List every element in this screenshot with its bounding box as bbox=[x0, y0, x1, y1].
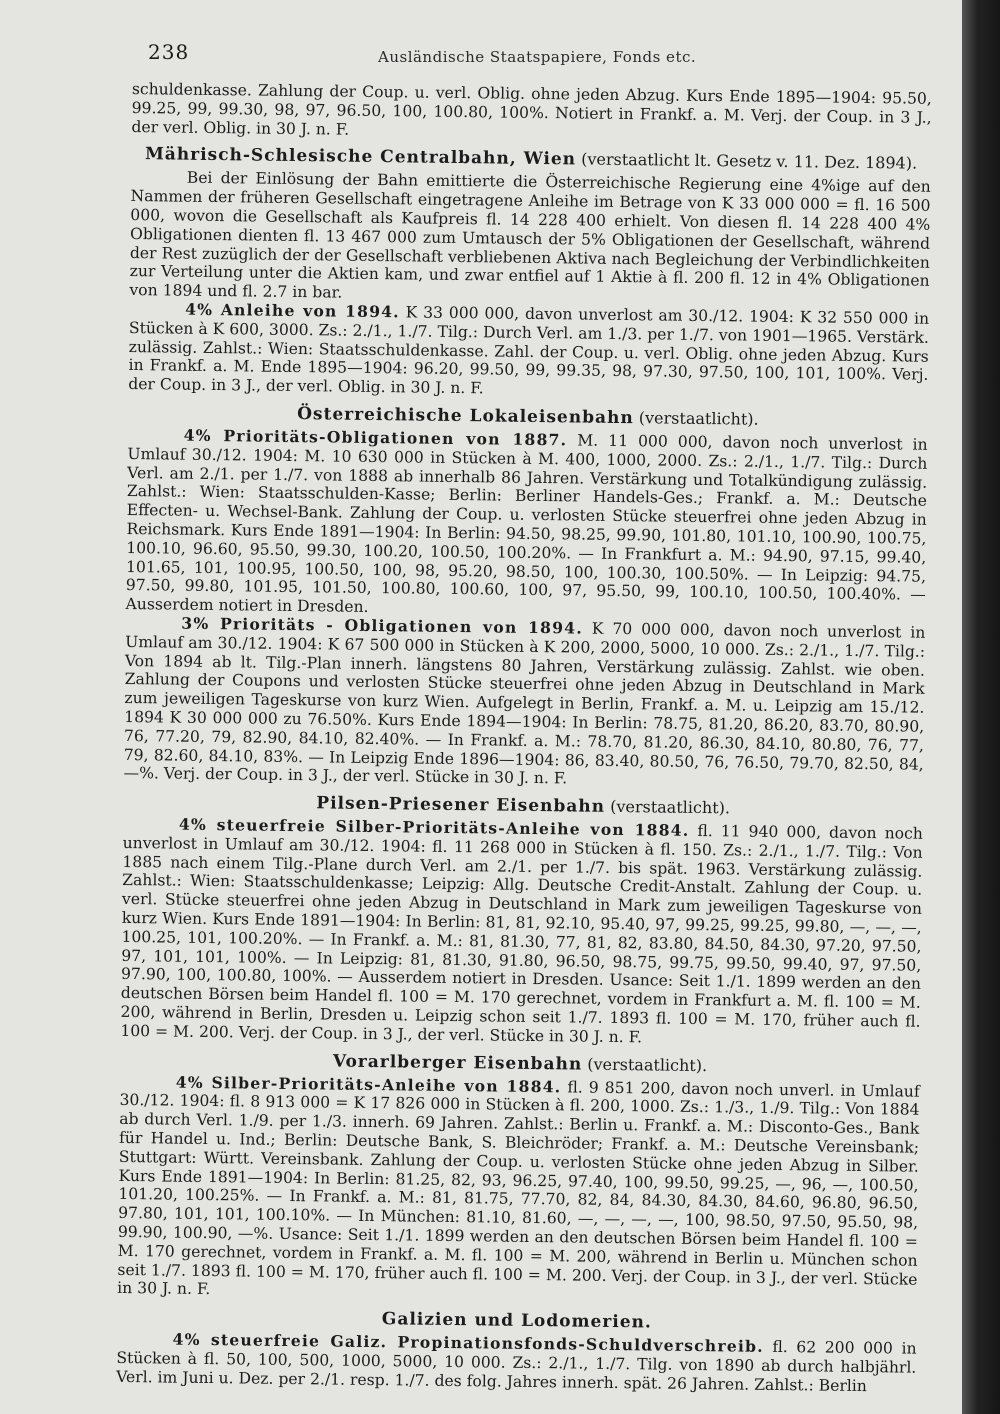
section-paragraph: 4% Prioritäts-Obligationen von 1887. M. 11 000 000, davon noch unverlost in Umlauf 30./12. 1904: M. 10 630 000 in Stücken à M. 400, 1000, 2000. Zs.: 2./1., 1./7. Tilg.: Durch Verl. am 2./1. per 1./7. von 1888 ab innerhalb 86 Jahren. Verstärkung und Totalkündigung zulässig. Zahlst.: Wien: Staatsschulden-Kasse; Berlin: Berliner Handels-Ges.; Frankf. a. M.: Deutsche Effecten- u. Wechsel-Bank. Zahlung der Coup. u. verlosten Stücke steuerfrei ohne jeden Abzug in Reichsmark. Kurs Ende 1891—1904: In Berlin: 94.50, 98.25, 99.90, 101.80, 101.10, 100.90, 100.75, 100.10, 96.60, 95.50, 99.30, 100.20, 100.50, 100.20%. — In Frankfurt a. M.: 94.90, 97.15, 99.40, 101.65, 101, 100.95, 100.50, 100, 98, 95.20, 98.50, 100, 100.30, 100.50%. — In Leipzig: 94.75, 97.50, 99.80, 101.95, 101.50, 100.80, 100.60, 100, 97, 95.50, 99, 100.10, 100.50, 100.40%. — Ausserdem notiert in Dresden. bbox=[125, 425, 928, 617]
section-paragraph: Bei der Einlösung der Bahn emittierte die Österreichische Regierung eine 4%ige auf den Nammen der früheren Gesellschaft eingetragene Anleihe im Betrage von K 33 000 000 = fl. 16 500 000, wovon die Gesellschaft als Kaufpreis fl. 14 228 400 erhielt. Von diesen fl. 14 228 400 4% Obligationen dienten fl. 13 467 000 zum Umtausch der 5% Obligationen der Gesellschaft, während der Rest zuzüglich der der Gesellschaft verbliebenen Aktiva nach Begleichung der Verbindlichkeiten zur Verteilung unter die Aktien kam, und zwar entfiel auf 1 Aktie à fl. 200 fl. 12 in 4% Obligationen von 1894 und fl. 2.7 in bar. bbox=[129, 169, 931, 302]
page-body bbox=[116, 80, 932, 1396]
page-number: 238 bbox=[148, 40, 190, 64]
book-edge-shadow bbox=[962, 0, 1000, 1414]
company-note: (verstaatlicht). bbox=[610, 796, 731, 818]
running-title: Ausländische Staatspapiere, Fonds etc. bbox=[378, 48, 697, 66]
section-paragraph: 3% Prioritäts - Obligationen von 1894. K 70 000 000, davon noch unverlost in Umlauf am 30./12. 1904: K 67 500 000 in Stücken à K 200, 2000, 5000, 10 000. Zs.: 2./1., 1./7. Tilg.: Von 1894 ab lt. Tilg.-Plan innerh. längstens 80 Jahren, Verstärkung zulässig. Zahlst. wie oben. Zahlung der Coupons und verlosten Stücke steuerfrei ohne jeden Abzug in Deutschland in Mark zum jeweiligen Tageskurse von kurz Wien. Aufgelegt in Berlin, Frankf. a. M. u. Leipzig am 15./12. 1894 K 30 000 000 zu 76.50%. Kurs Ende 1894—1904: In Berlin: 78.75, 81.20, 86.20, 83.70, 80.90, 76, 77.20, 79, 82.90, 84.10, 82.40%. — In Frankf. a. M.: 78.70, 81.20, 86.30, 84.10, 80.80, 76, 77, 79, 82.60, 84.10, 83%. — In Leipzig Ende 1896—1904: 86, 83.40, 80.50, 76, 76.50, 79.70, 82.50, 84, —%. Verj. der Coup. in 3 J., der verl. Stücke in 30 J. n. F. bbox=[123, 613, 926, 788]
company-note: (verstaatlicht). bbox=[587, 1054, 708, 1075]
company-note: (verstaatlicht). bbox=[638, 408, 759, 429]
page-header bbox=[148, 40, 938, 68]
section-paragraph: 4% steuerfreie Silber-Prioritäts-Anleihe von 1884. fl. 11 940 000, davon noch unverlost in Umlauf am 30./12. 1904: fl. 11 268 000 in Stücken à fl. 150. Zs.: 2./1., 1./7. Tilg.: Von 1885 nach einem Tilg.-Plane durch Verl. am 2./1. per 1./7. bis spät. 1963. Verstärkung zulässig. Zahlst.: Wien: Staatsschuldenkasse; Leipzig: Allg. Deutsche Credit-Anstalt. Zahlung der Coup. u. verl. Stücke steuerfrei ohne jeden Abzug in Deutschland in Mark zum jeweiligen Tageskurse von kurz Wien. Kurs Ende 1891—1904: In Berlin: 81, 81, 92.10, 95.40, 97, 99.25, 99.25, 99.80, —, —, —, 100.25, 101, 100.20%. — In Frankf. a. M.: 81, 81.30, 77, 81, 82, 83.80, 84.50, 84.30, 97.20, 97.50, 97, 101, 101, 100%. — In Leipzig: 81, 81.30, 91.80, 96.50, 98.75, 99.75, 99.50, 99.40, 97, 97.50, 97.90, 100, 100.80, 100%. — Ausserdem notiert in Dresden. Usance: Seit 1./1. 1899 werden an den deutschen Börsen beim Handel fl. 100 = M. 170 gerechnet, vordem in Frankfurt a. M. fl. 100 = M. 200, während in Berlin, Dresden u. Leipzig schon seit 1./7. 1893 fl. 100 = M. 170, früher auch fl. 100 = M. 200. Verj. der Coup. in 3 J., der verl. Stücke in 30 J. n. F. bbox=[120, 814, 923, 1047]
loan-heading: 4% steuerfreie Galiz. Propinationsfonds-Schuldverschreib. bbox=[172, 1329, 764, 1357]
company-name: Österreichische Lokaleisenbahn bbox=[297, 403, 634, 429]
company-name: Vorarlberger Eisenbahn bbox=[332, 1051, 583, 1075]
loan-heading: 3% Prioritäts - Obligationen von 1894. bbox=[181, 613, 584, 638]
section-paragraph: 4% Anleihe von 1894. K 33 000 000, davon unverlost am 30./12. 1904: K 32 550 000 in Stücken à K 600, 3000. Zs.: 2./1., 1./7. Tilg.: Durch Verl. am 1./3. per 1./7. von 1901—1965. Verstärk. zulässig. Zahlst.: Wien: Staatsschuldenkasse. Zahl. der Coup. u. verl. Oblig. ohne jeden Abzug. Kurs in Frankf. a. M. Ende 1895—1904: 96.20, 99.50, 99, 99.35, 98, 97.30, 97.50, 100, 101, 100%. Verj. der Coup. in 3 J., der verl. Oblig. in 30 J. n. F. bbox=[128, 299, 930, 398]
loan-heading: 4% Silber-Prioritäts-Anleihe von 1884. bbox=[175, 1072, 562, 1096]
continuation-paragraph: schuldenkasse. Zahlung der Coup. u. verl. Oblig. ohne jeden Abzug. Kurs Ende 1895—1904: 95.50, 99.25, 99, 99.30, 98, 97, 96.50, 100, 100.80, 100%. Notiert in Frankf. a. M. Verj. der Coup. in 3 J., der verl. Oblig. in 30 J. n. F. bbox=[131, 80, 932, 139]
section-paragraph: 4% Silber-Prioritäts-Anleihe von 1884. fl. 9 851 200, davon noch unverl. in Umlauf 30./12. 1904: fl. 8 913 000 = K 17 826 000 in Stücken à fl. 200, 1000. Zs.: 1./3., 1./9. Tilg.: Von 1884 ab durch Verl. 1./9. per 1./3. innerh. 69 Jahren. Zahlst.: Berlin u. Frankf. a. M.: Disconto-Ges., Bank für Handel u. Ind.; Berlin: Deutsche Bank, S. Bleichröder; Frankf. a. M.: Deutsche Vereinsbank; Stuttgart: Württ. Vereinsbank. Zahlung der Coup. u. verlosten Stücke ohne jeden Abzug in Silber. Kurs Ende 1891—1904: In Berlin: 81.25, 82, 93, 96.25, 97.40, 100, 99.50, 99.25, —, 96, —, 100.50, 101.20, 100.25%. — In Frankf. a. M.: 81, 81.75, 77.70, 82, 84, 84.30, 84.30, 84.60, 96.80, 96.50, 97.80, 101, 101, 100.10%. — In München: 81.10, 81.60, —, —, —, —, 100, 98.50, 97.50, 95.50, 98, 99.90, 100.90, —%. Usance: Seit 1./1. 1899 werden an den deutschen Börsen beim Handel fl. 100 = M. 170 gerechnet, vordem in Frankf. a. M. fl. 100 = M. 200, während in Berlin u. München schon seit 1./7. 1893 fl. 100 = M. 170, früher auch fl. 100 = M. 200. Verj. der Coup. in 3 J., der verl. Stücke in 30 J. n. F. bbox=[117, 1072, 920, 1299]
company-note: (verstaatlicht lt. Gesetz v. 11. Dez. 1894). bbox=[581, 149, 918, 173]
loan-heading: 4% Anleihe von 1894. bbox=[185, 299, 400, 322]
loan-heading: 4% Prioritäts-Obligationen von 1887. bbox=[183, 425, 568, 450]
region-name: Galizien und Lodomerien. bbox=[381, 1309, 652, 1333]
company-name: Pilsen-Priesener Eisenbahn bbox=[316, 793, 606, 817]
section-paragraph: 4% steuerfreie Galiz. Propinationsfonds-Schuldverschreib. fl. 62 200 000 in Stücken à fl. 50, 100, 500, 1000, 5000, 10 000. Zs.: 2./1., 1./7. Tilg. von 1890 ab durch halbjährl. Verl. im Juni u. Dez. per 2./1. resp. 1./7. des folg. Jahres innerh. spät. 26 Jahren. Zahlst.: Berlin bbox=[116, 1329, 917, 1395]
loan-heading: 4% steuerfreie Silber-Prioritäts-Anleihe von 1884. bbox=[178, 814, 690, 840]
company-name: Mährisch-Schlesische Centralbahn, Wien bbox=[144, 144, 577, 170]
